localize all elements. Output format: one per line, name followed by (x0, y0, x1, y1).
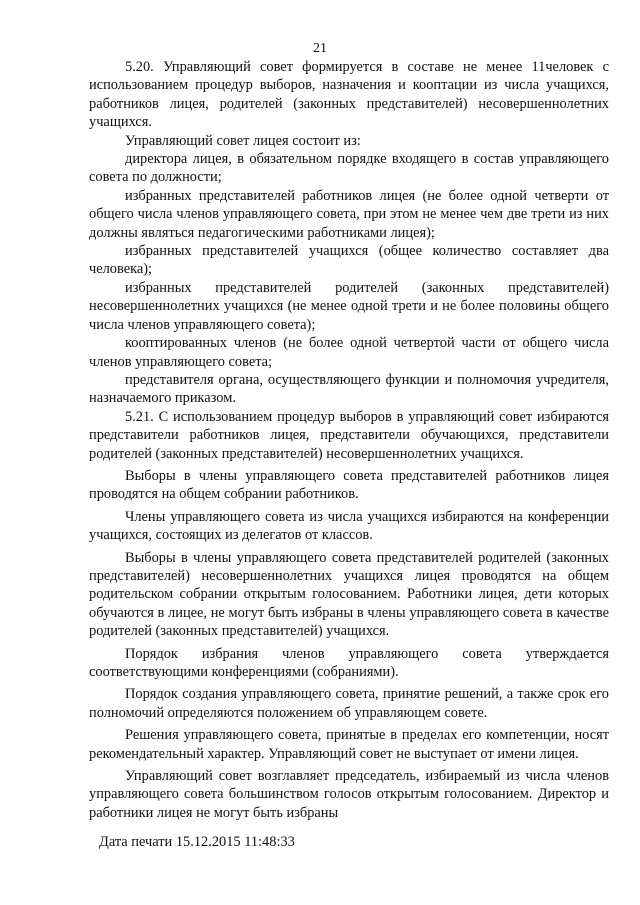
paragraph-parent-elections: Выборы в члены управляющего совета представителей родителей (законных представителей) несовершеннолетних учащихся лицея проводятся на общем родительском собрании открытым голосованием. Работники лицея, дети которых обучаются в лицее, не могут быть избраны в члены управляющего совета в качестве родителей (законных представителей) учащихся. (89, 549, 609, 640)
paragraph-council-creation: Порядок создания управляющего совета, принятие решений, а также срок его полномочий определяются положением об управляющем совете. (89, 686, 609, 721)
paragraph-5-21: 5.21. С использованием процедур выборов в управляющий совет избираются представители работников лицея, представители обучающихся, представители родителей (законных представителей) несовершеннолетних учащихся. (89, 408, 609, 462)
paragraph-student-representatives: избранных представителей учащихся (общее количество составляет два человека); (89, 243, 609, 278)
paragraph-director: директора лицея, в обязательном порядке входящего в состав управляющего совета по должности; (89, 151, 609, 186)
paragraph-staff-elections: Выборы в члены управляющего совета представителей работников лицея проводятся на общем собрании работников. (89, 467, 609, 503)
paragraph-coopted-members: кооптированных членов (не более одной четвертой части от общего числа членов управляющего совета; (89, 335, 609, 370)
paragraph-staff-representatives: избранных представителей работников лицея (не более одной четверти от общего числа членов управляющего совета, при этом не менее чем две трети из них должны являться педагогическими работниками лицея); (89, 187, 609, 241)
page-number: 21 (313, 41, 327, 56)
document-body (89, 58, 609, 822)
paragraph-council-composition: Управляющий совет лицея состоит из: (125, 132, 361, 149)
paragraph-parent-representatives: избранных представителей родителей (законных представителей) несовершеннолетних учащихся (не менее одной трети и не более половины общего числа членов управляющего совета); (89, 279, 609, 333)
paragraph-founder-representative: представителя органа, осуществляющего функции и полномочия учредителя, назначаемого приказом. (89, 371, 609, 407)
paragraph-council-chair: Управляющий совет возглавляет председатель, избираемый из числа членов управляющего совета большинством голосов открытым голосованием. Директор и работники лицея не могут быть избраны (89, 768, 609, 821)
paragraph-council-decisions: Решения управляющего совета, принятые в пределах его компетенции, носят рекомендательный характер. Управляющий совет не выступает от имени лицея. (89, 727, 609, 762)
paragraph-student-elections: Члены управляющего совета из числа учащихся избираются на конференции учащихся, состоящих из делегатов от классов. (89, 508, 609, 544)
paragraph-5-20: 5.20. Управляющий совет формируется в составе не менее 11человек с использованием процедур выборов, назначения и кооптации из числа учащихся, работников лицея, родителей (законных представителей) несовершеннолетних учащихся. (89, 59, 609, 131)
print-date: Дата печати 15.12.2015 11:48:33 (99, 834, 295, 850)
paragraph-election-procedure: Порядок избрания членов управляющего совета утверждается соответствующими конференциями (собраниями). (89, 645, 609, 680)
